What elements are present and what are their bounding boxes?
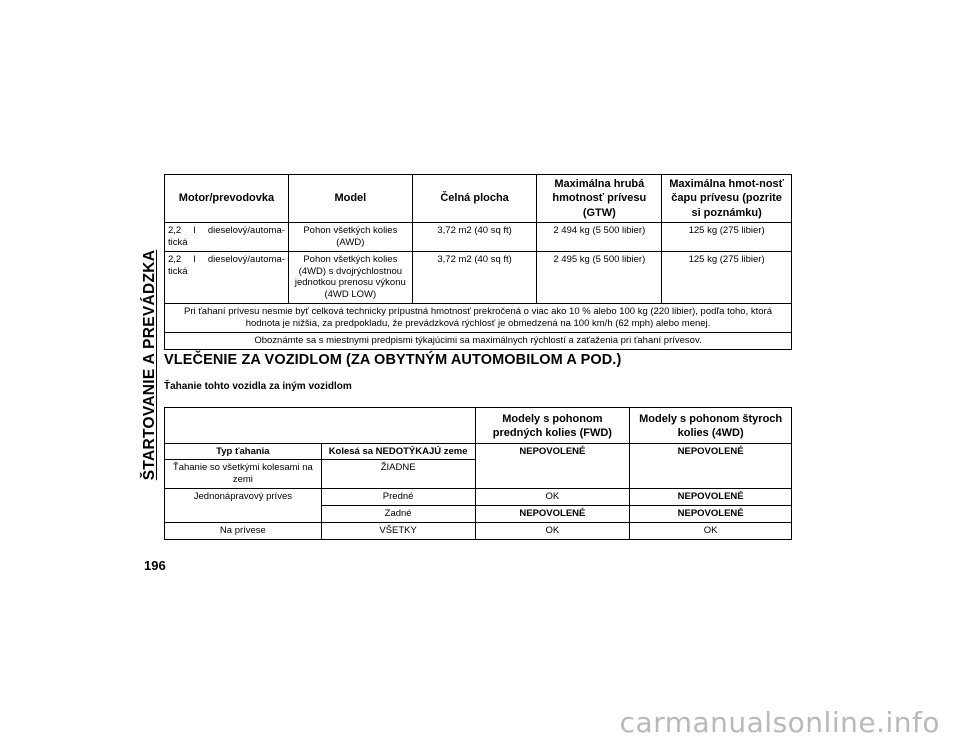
spec-note: Pri ťahaní prívesu nesmie byť celková technicky prípustná hmotnosť prekročená o viac ako 10 % alebo 100 kg (220 libier), podľa toho, ktorá hodnota je nižšia, za predpokladu, že prevádzková rýchlosť je obmedzená na 100 km/h (62 mph) alebo menej. xyxy=(165,304,792,333)
dolly-front-fwd-status: OK xyxy=(475,489,630,506)
spec-header-gtw: Maximálna hrubá hmotnosť prívesu (GTW) xyxy=(537,175,662,223)
table-row xyxy=(165,222,792,251)
flat-tow-fwd-status: NEPOVOLENÉ xyxy=(475,443,630,489)
page-number: 196 xyxy=(144,558,166,573)
trailer-4wd-status: OK xyxy=(630,522,792,539)
dolly-tow-label: Jednonápravový príves xyxy=(165,489,322,523)
towing-header-4wd: Modely s pohonom štyroch kolies (4WD) xyxy=(630,408,792,444)
watermark: carmanualsonline.info xyxy=(619,706,940,739)
spec-header-row xyxy=(165,175,792,223)
spec-header-model: Model xyxy=(288,175,412,223)
towing-header-empty xyxy=(165,408,476,444)
dolly-front-4wd-status: NEPOVOLENÉ xyxy=(630,489,792,506)
table-row xyxy=(165,489,792,506)
dolly-rear-fwd-status: NEPOVOLENÉ xyxy=(475,506,630,523)
towing-table xyxy=(164,407,792,540)
table-row xyxy=(165,443,792,460)
section-title: ŠTARTOVANIE A PREVÁDZKA xyxy=(141,249,158,481)
section-heading: VLEČENIE ZA VOZIDLOM (ZA OBYTNÝM AUTOMOBILOM A POD.) xyxy=(164,352,622,368)
spec-cell: 125 kg (275 libier) xyxy=(662,251,792,304)
trailer-fwd-status: OK xyxy=(475,522,630,539)
table-row xyxy=(165,332,792,349)
spec-cell: Pohon všetkých kolies (AWD) xyxy=(288,222,412,251)
spec-cell: 3,72 m2 (40 sq ft) xyxy=(412,222,537,251)
dolly-rear-label: Zadné xyxy=(321,506,475,523)
flat-tow-wheels: ŽIADNE xyxy=(321,460,475,489)
dolly-front-label: Predné xyxy=(321,489,475,506)
spec-header-tongue-weight: Maximálna hmot-nosť čapu prívesu (pozrite si poznámku) xyxy=(662,175,792,223)
section-title-vertical xyxy=(139,175,161,555)
towing-type-label: Typ ťahania xyxy=(165,443,322,460)
table-row xyxy=(165,251,792,304)
sub-heading: Ťahanie tohto vozidla za iným vozidlom xyxy=(164,381,352,392)
spec-cell: 2,2 l dieselový/automa-tická xyxy=(165,222,289,251)
spec-cell: 2 494 kg (5 500 libier) xyxy=(537,222,662,251)
trailer-tow-label: Na prívese xyxy=(165,522,322,539)
dolly-rear-4wd-status: NEPOVOLENÉ xyxy=(630,506,792,523)
flat-tow-label: Ťahanie so všetkými kolesami na zemi xyxy=(165,460,322,489)
spec-table xyxy=(164,174,792,350)
towing-header-row xyxy=(165,408,792,444)
spec-note: Oboznámte sa s miestnymi predpismi týkajúcimi sa maximálnych rýchlostí a zaťaženia pri ťahaní prívesov. xyxy=(165,332,792,349)
towing-header-fwd: Modely s pohonom predných kolies (FWD) xyxy=(475,408,630,444)
spec-cell: Pohon všetkých kolies (4WD) s dvojrýchlostnou jednotkou prenosu výkonu (4WD LOW) xyxy=(288,251,412,304)
spec-cell: 2,2 l dieselový/automa-tická xyxy=(165,251,289,304)
towing-wheels-label: Kolesá sa NEDOTÝKAJÚ zeme xyxy=(321,443,475,460)
trailer-tow-wheels: VŠETKY xyxy=(321,522,475,539)
spec-cell: 125 kg (275 libier) xyxy=(662,222,792,251)
spec-cell: 3,72 m2 (40 sq ft) xyxy=(412,251,537,304)
table-row xyxy=(165,304,792,333)
table-row xyxy=(165,522,792,539)
spec-cell: 2 495 kg (5 500 libier) xyxy=(537,251,662,304)
flat-tow-4wd-status: NEPOVOLENÉ xyxy=(630,443,792,489)
spec-header-frontal-area: Čelná plocha xyxy=(412,175,537,223)
spec-header-engine: Motor/prevodovka xyxy=(165,175,289,223)
